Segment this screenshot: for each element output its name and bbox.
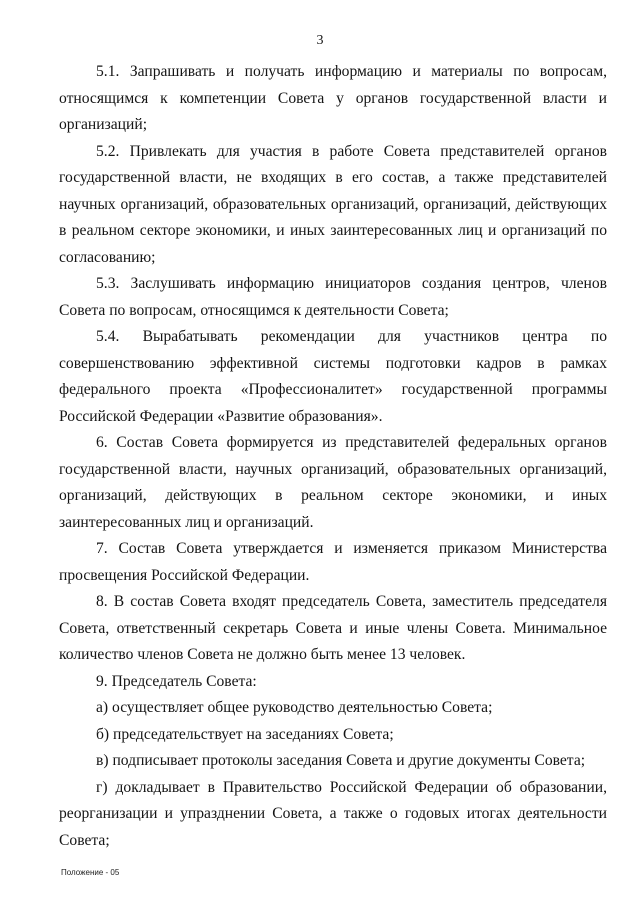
- paragraph-8: 8. В состав Совета входят председатель Совета, заместитель председателя Совета, ответственный секретарь Совета и иные члены Совета. Минимальное количество членов Совета не должно быть менее 13 человек.: [59, 593, 607, 663]
- paragraph-9-a: а) осуществляет общее руководство деятельностью Совета;: [96, 699, 493, 716]
- footer-code: Положение - 05: [61, 868, 120, 877]
- paragraph-9: 9. Председатель Совета:: [96, 672, 257, 690]
- paragraph-5-3: 5.3. Заслушивать информацию инициаторов создания центров, членов Совета по вопросам, относящимся к деятельности Совета;: [59, 275, 607, 319]
- paragraph-7: 7. Состав Совета утверждается и изменяется приказом Министерства просвещения Российской Федерации.: [59, 540, 607, 584]
- paragraph-5-1: 5.1. Запрашивать и получать информацию и материалы по вопросам, относящимся к компетенции Совета у органов государственной власти и организаций;: [59, 63, 607, 133]
- page-number: 3: [316, 33, 324, 48]
- paragraph-5-2: 5.2. Привлекать для участия в работе Совета представителей органов государственной власти, не входящих в его состав, а также представителей научных организаций, образовательных организаций, организаций, действующих в реальном секторе экономики, и иных заинтересованных лиц и организаций по согласованию;: [59, 142, 607, 266]
- paragraph-9-b: б) председательствует на заседаниях Совета;: [96, 725, 394, 743]
- paragraph-9-g: г) докладывает в Правительство Российской Федерации об образовании, реорганизации и упразднении Совета, а также о годовых итогах деятельности Совета;: [59, 778, 607, 849]
- document-body: [59, 59, 607, 854]
- paragraph-5-4: 5.4. Вырабатывать рекомендации для участников центра по совершенствованию эффективной системы подготовки кадров в рамках федерального проекта «Профессионалитет» государственной программы Российской Федерации «Развитие образования».: [59, 328, 607, 425]
- paragraph-9-v: в) подписывает протоколы заседания Совета и другие документы Совета;: [96, 752, 586, 769]
- paragraph-6: 6. Состав Совета формируется из представителей федеральных органов государственной власти, научных организаций, образовательных организаций, организаций, действующих в реальном секторе экономики, и иных заинтересованных лиц и организаций.: [59, 434, 607, 531]
